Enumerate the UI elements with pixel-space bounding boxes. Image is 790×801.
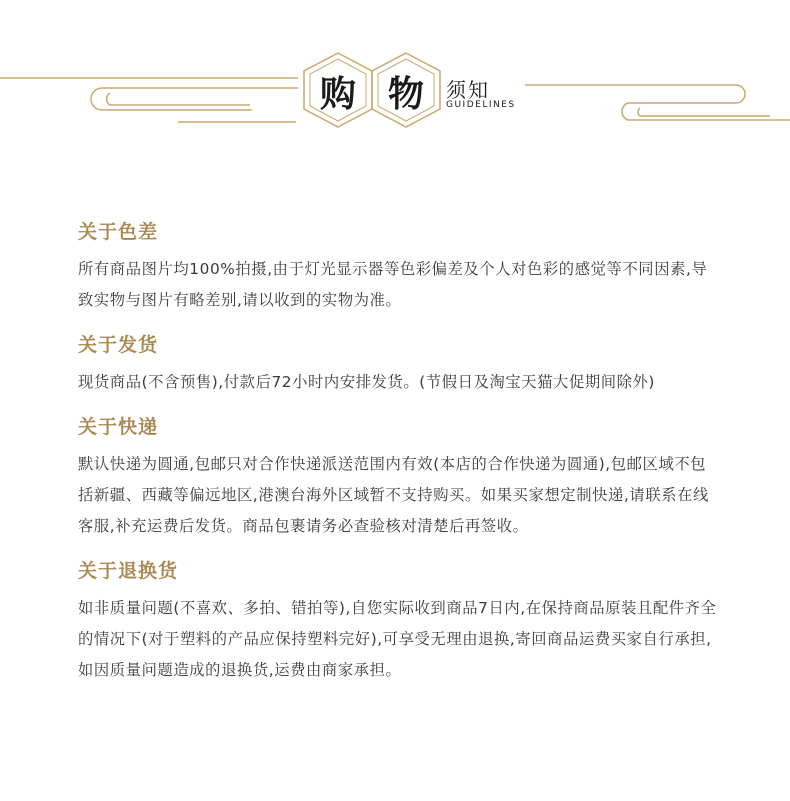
section-returns bbox=[78, 557, 718, 686]
title-char-2: 物 bbox=[387, 73, 424, 115]
section-body: 所有商品图片均100%拍摄,由于灯光显示器等色彩偏差及个人对色彩的感觉等不同因素,导致实物与图片有略差别,请以收到的实物为准。 bbox=[78, 260, 708, 309]
section-title: 关于快递 bbox=[78, 416, 159, 438]
section-body: 默认快递为圆通,包邮只对合作快递派送范围内有效(本店的合作快递为圆通),包邮区域不包括新疆、西藏等偏远地区,港澳台海外区域暂不支持购买。如果买家想定制快递,请联系在线客服,补充运费后发货。商品包裹请务必查验核对清楚后再签收。 bbox=[78, 455, 709, 535]
section-title: 关于发货 bbox=[78, 334, 159, 356]
section-body: 现货商品(不含预售),付款后72小时内安排发货。(节假日及淘宝天猫大促期间除外) bbox=[78, 373, 655, 391]
title-char-1: 购 bbox=[319, 73, 356, 115]
section-body: 如非质量问题(不喜欢、多拍、错拍等),自您实际收到商品7日内,在保持商品原装且配件齐全的情况下(对于塑料的产品应保持塑料完好),可享受无理由退换,寄回商品运费买家自行承担,如因质量问题造成的退换货,运费由商家承担。 bbox=[78, 599, 717, 679]
section-color-difference bbox=[78, 218, 718, 316]
title-english: GUIDELINES bbox=[446, 100, 516, 110]
section-title: 关于退换货 bbox=[78, 560, 179, 582]
section-courier bbox=[78, 413, 718, 542]
section-shipping bbox=[78, 331, 718, 398]
title-subtitle: 须知 bbox=[446, 78, 490, 102]
section-title: 关于色差 bbox=[78, 221, 159, 243]
header-banner bbox=[0, 0, 790, 170]
guidelines-content bbox=[78, 218, 718, 701]
